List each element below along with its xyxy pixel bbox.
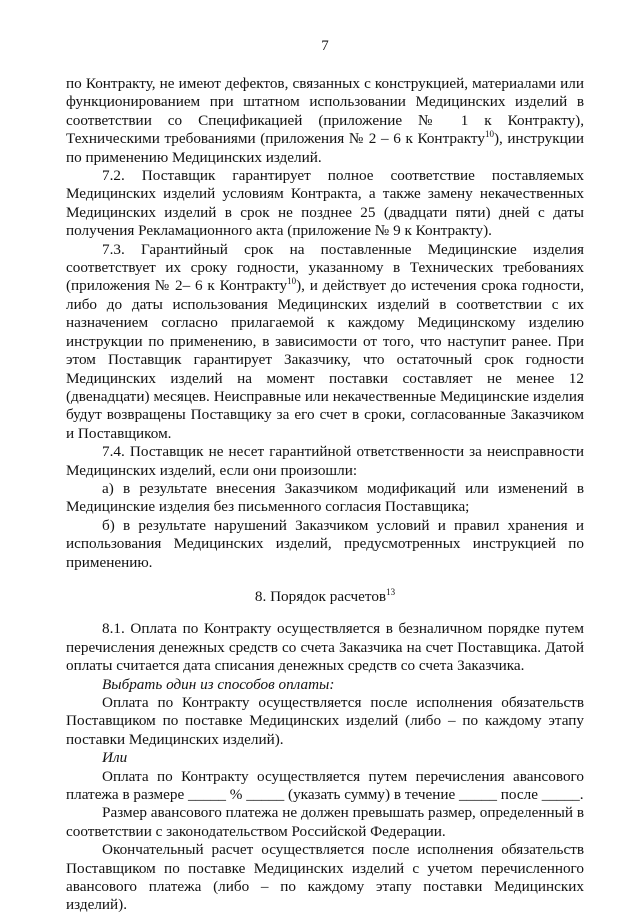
payment-option-advance: Оплата по Контракту осуществляется путем перечисления авансового платежа в размере _____ % _____ (указать сумму) в течение _____ после _____.	[66, 767, 584, 804]
payment-option-after-delivery: Оплата по Контракту осуществляется после исполнения обязательств Поставщиком по поставке Медицинских изделий (либо – по каждому этапу поставки Медицинских изделий).	[66, 694, 584, 748]
page-number: 7	[321, 38, 329, 54]
paragraph-8-1: 8.1. Оплата по Контракту осуществляется в безналичном порядке путем перечисления денежных средств со счета Заказчика на счет Поставщика. Датой оплаты считается дата списания денежных средств со счета Заказчика.	[66, 620, 584, 675]
final-settlement-paragraph: Окончательный расчет осуществляется после исполнения обязательств Поставщиком по поставке Медицинских изделий с учетом перечисленного авансового платежа (либо – по каждому этапу поставки Медицинских изделий).	[66, 841, 584, 914]
footnote-ref: 10	[484, 129, 494, 140]
payment-choice-note: Выбрать один из способов оплаты:	[102, 675, 335, 693]
payment-or-separator: Или	[102, 749, 128, 767]
advance-limit-paragraph: Размер авансового платежа не должен превышать размер, определенный в соответствии с законодательством Российской Федерации.	[66, 804, 584, 840]
paragraph-7-4-a: а) в результате внесения Заказчиком модификаций или изменений в Медицинские изделия без письменного согласия Поставщика;	[66, 479, 584, 516]
paragraph-7-1-continuation: по Контракту, не имеют дефектов, связанных с конструкцией, материалами или функционированием при штатном использовании Медицинских изделий в соответствии со Спецификацией (приложение № 1 к Контракту), Техническими требованиями (приложения № 2 – 6 к Контракту$^{10}$), инструкции по применению Медицинских изделий.	[66, 75, 584, 166]
paragraph-7-3: 7.3. Гарантийный срок на поставленные Медицинские изделия соответствует их сроку годности, указанному в Технических требованиях (приложения № 2– 6 к Контракту$^{10}$), и действует до истечения срока годности, либо до даты использования Медицинских изделий в соответствии с их назначением согласно прилагаемой к каждому Медицинскому изделию инструкции по применению, в зависимости от того, что наступит ранее. При этом Поставщик гарантирует Заказчику, что остаточный срок годности Медицинских изделий на момент поставки составляет не менее 12 (двенадцати) месяцев. Неисправные или некачественные Медицинские изделия будут возвращены Поставщику за его счет в сроки, согласованные Заказчиком и Поставщиком.	[66, 240, 584, 442]
paragraph-7-4-b: б) в результате нарушений Заказчиком условий и правил хранения и использования Медицинских изделий, предусмотренных инструкцией по применению.	[66, 516, 584, 571]
footnote-ref: 13	[386, 586, 396, 597]
paragraph-7-2: 7.2. Поставщик гарантирует полное соответствие поставляемых Медицинских изделий условиям Контракта, а также замену некачественных Медицинских изделий в срок не позднее 25 (двадцати пяти) дней с даты получения Рекламационного акта (приложение № 9 к Контракту).	[66, 167, 584, 240]
section-title: 8. Порядок расчетов$^{13}$	[254, 586, 396, 605]
paragraph-7-4: 7.4. Поставщик не несет гарантийной ответственности за неисправности Медицинских изделий, если они произошли:	[66, 443, 584, 479]
footnote-ref: 10	[287, 276, 297, 287]
